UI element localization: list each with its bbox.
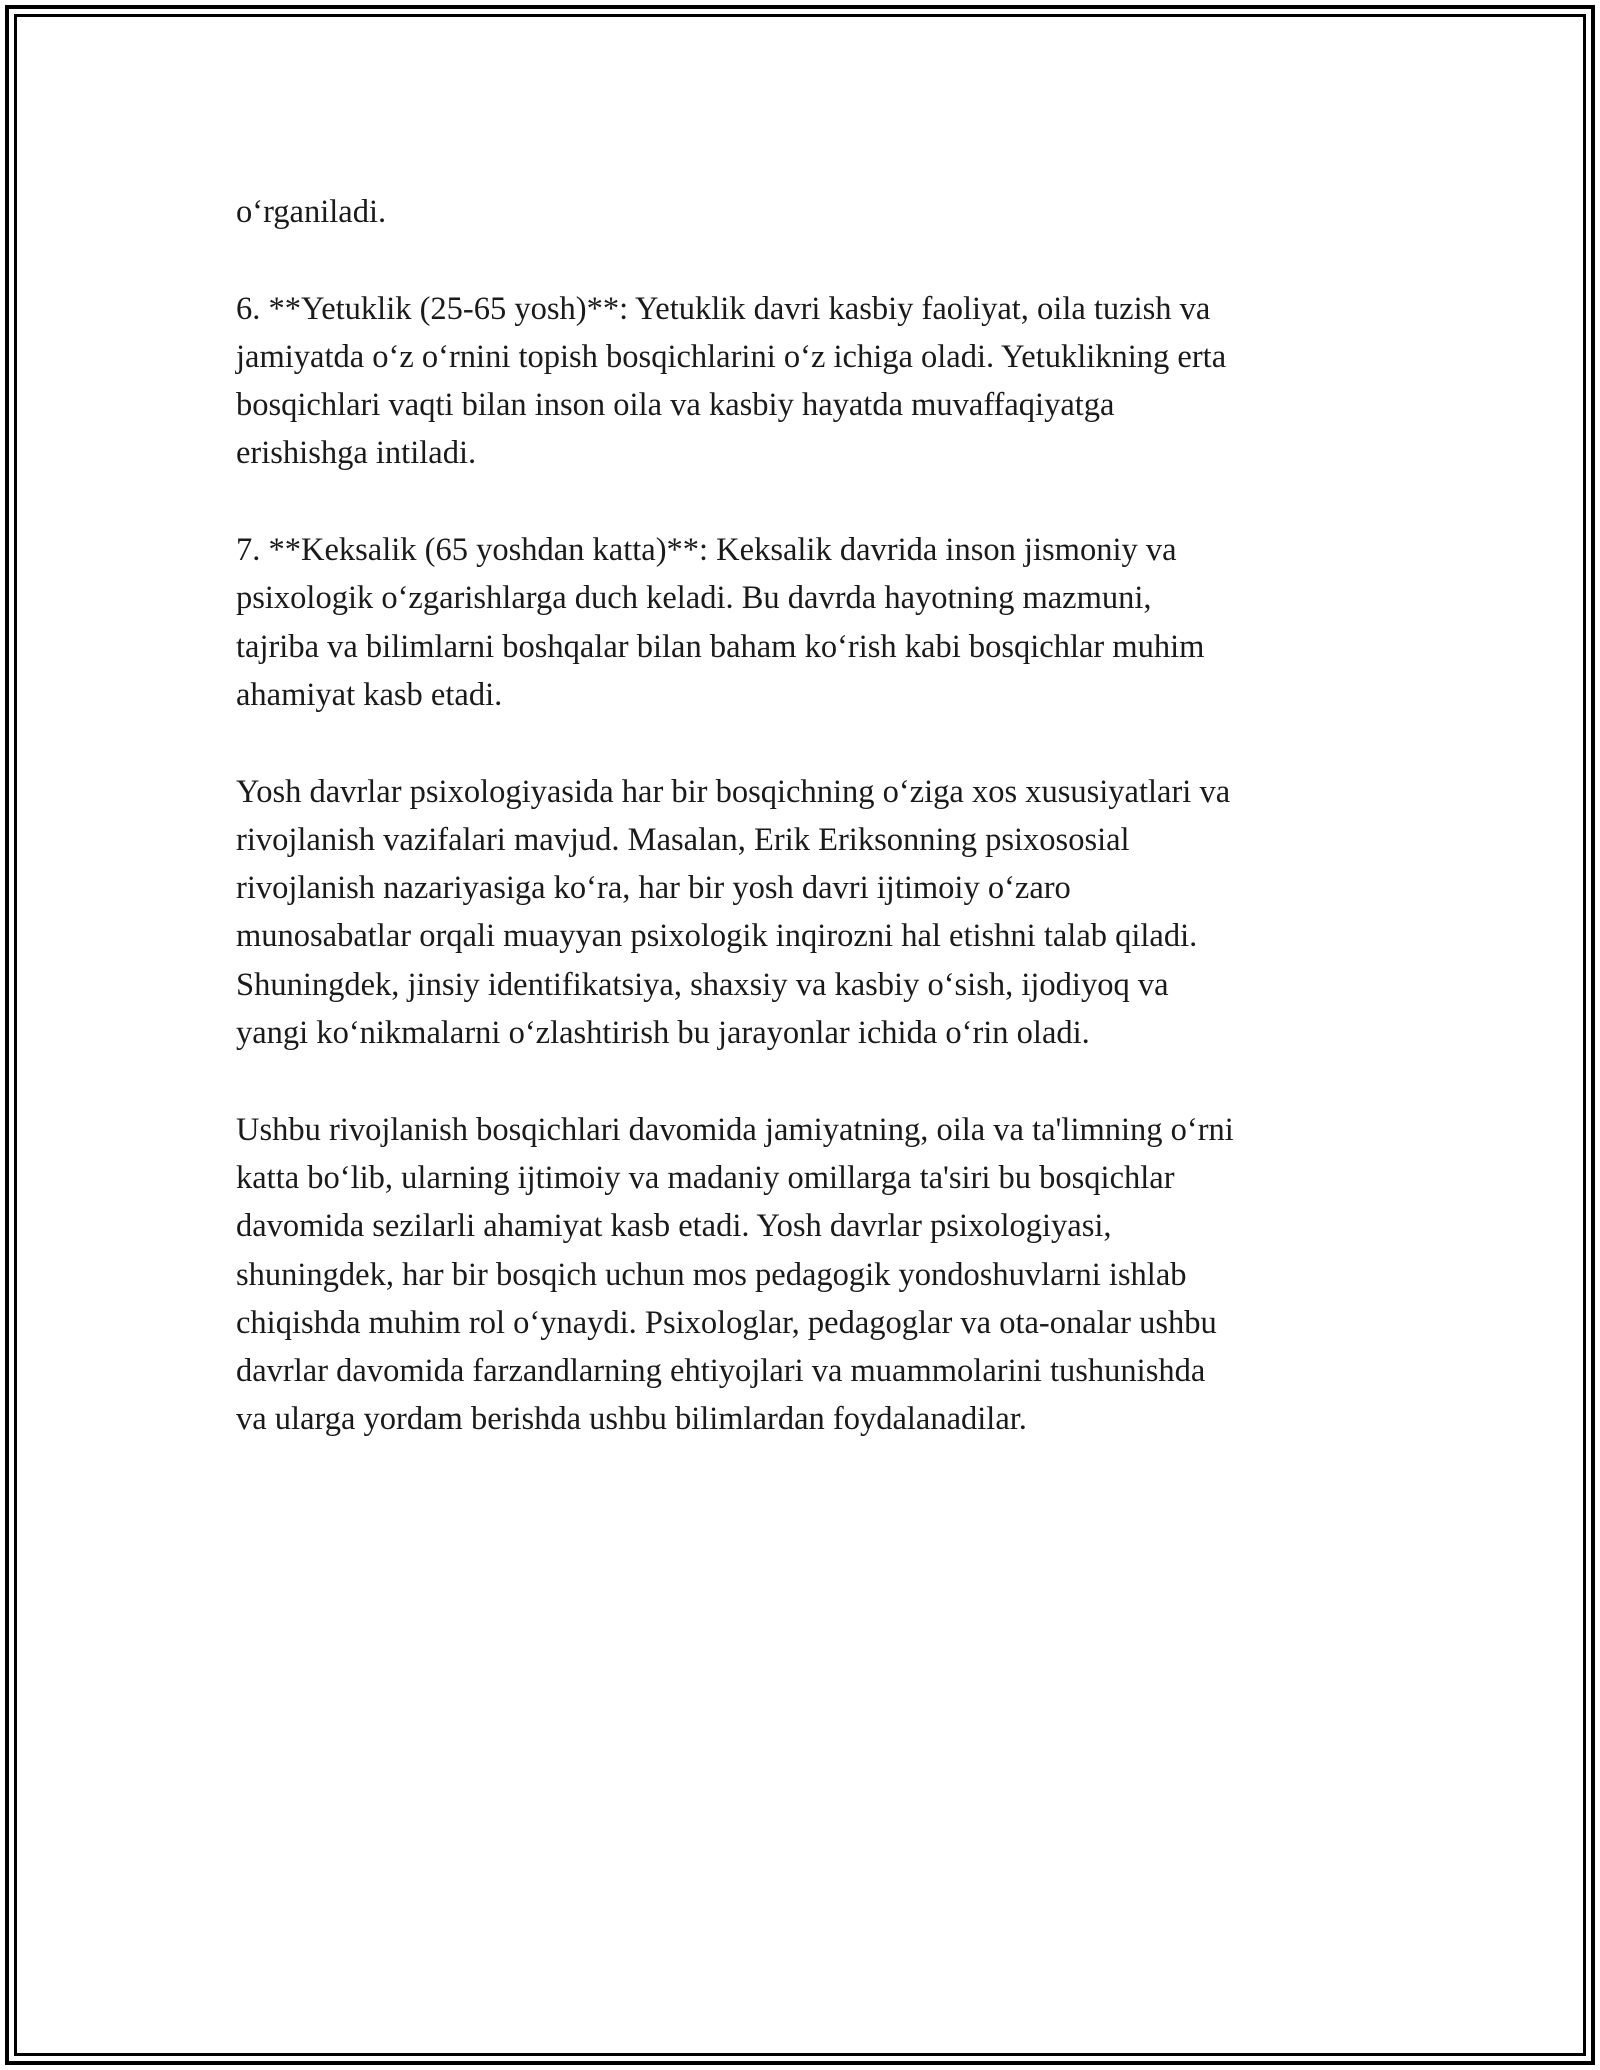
- text-line: jamiyatda o‘z o‘rnini topish bosqichlarini o‘z ichiga oladi. Yetuklikning erta: [236, 338, 1227, 375]
- text-line: munosabatlar orqali muayyan psixologik inqirozni hal etishni talab qiladi.: [236, 918, 1198, 955]
- text-line: rivojlanish nazariyasiga ko‘ra, har bir yosh davri ijtimoiy o‘zaro: [236, 870, 1071, 907]
- text-line: davrlar davomida farzandlarning ehtiyojlari va muammolarini tushunishda: [236, 1353, 1206, 1390]
- text-line: psixologik o‘zgarishlarga duch keladi. Bu davrda hayotning mazmuni,: [236, 580, 1152, 617]
- text-line: Shuningdek, jinsiy identifikatsiya, shaxsiy va kasbiy o‘sish, ijodiyoq va: [236, 966, 1169, 1003]
- text-line: yangi ko‘nikmalarni o‘zlashtirish bu jarayonlar ichida o‘rin oladi.: [236, 1015, 1090, 1052]
- document-body: [236, 188, 1366, 1492]
- text-line: tajriba va bilimlarni boshqalar bilan baham ko‘rish kabi bosqichlar muhim: [236, 628, 1205, 665]
- paragraph-age-psychology: [236, 768, 1366, 1058]
- text-line: bosqichlari vaqti bilan inson oila va kasbiy hayatda muvaffaqiyatga: [236, 387, 1115, 424]
- text-line: katta bo‘lib, ularning ijtimoiy va madaniy omillarga ta'siri bu bosqichlar: [236, 1159, 1175, 1196]
- text-line: o‘rganiladi.: [236, 194, 387, 230]
- text-line: shuningdek, har bir bosqich uchun mos pedagogik yondoshuvlarni ishlab: [236, 1256, 1187, 1293]
- paragraph-old-age: [236, 526, 1366, 719]
- paragraph-adulthood: [236, 285, 1366, 478]
- text-line: chiqishda muhim rol o‘ynaydi. Psixologlar, pedagoglar va ota-onalar ushbu: [236, 1304, 1217, 1341]
- paragraph-conclusion: [236, 1106, 1366, 1444]
- text-line: rivojlanish vazifalari mavjud. Masalan, Erik Eriksonning psixososial: [236, 821, 1130, 858]
- text-line: davomida sezilarli ahamiyat kasb etadi. Yosh davrlar psixologiyasi,: [236, 1208, 1112, 1245]
- paragraph-continuation: [236, 188, 1366, 236]
- text-line: erishishga intiladi.: [236, 435, 477, 472]
- text-line: 7. **Keksalik (65 yoshdan katta)**: Keksalik davrida inson jismoniy va: [236, 532, 1177, 569]
- text-line: ahamiyat kasb etadi.: [236, 676, 503, 713]
- text-line: Ushbu rivojlanish bosqichlari davomida jamiyatning, oila va ta'limning o‘rni: [236, 1111, 1234, 1148]
- text-line: va ularga yordam berishda ushbu bilimlardan foydalanadilar.: [236, 1401, 1027, 1438]
- text-line: 6. **Yetuklik (25-65 yosh)**: Yetuklik davri kasbiy faoliyat, oila tuzish va: [236, 290, 1211, 327]
- text-line: Yosh davrlar psixologiyasida har bir bosqichning o‘ziga xos xususiyatlari va: [236, 773, 1231, 810]
